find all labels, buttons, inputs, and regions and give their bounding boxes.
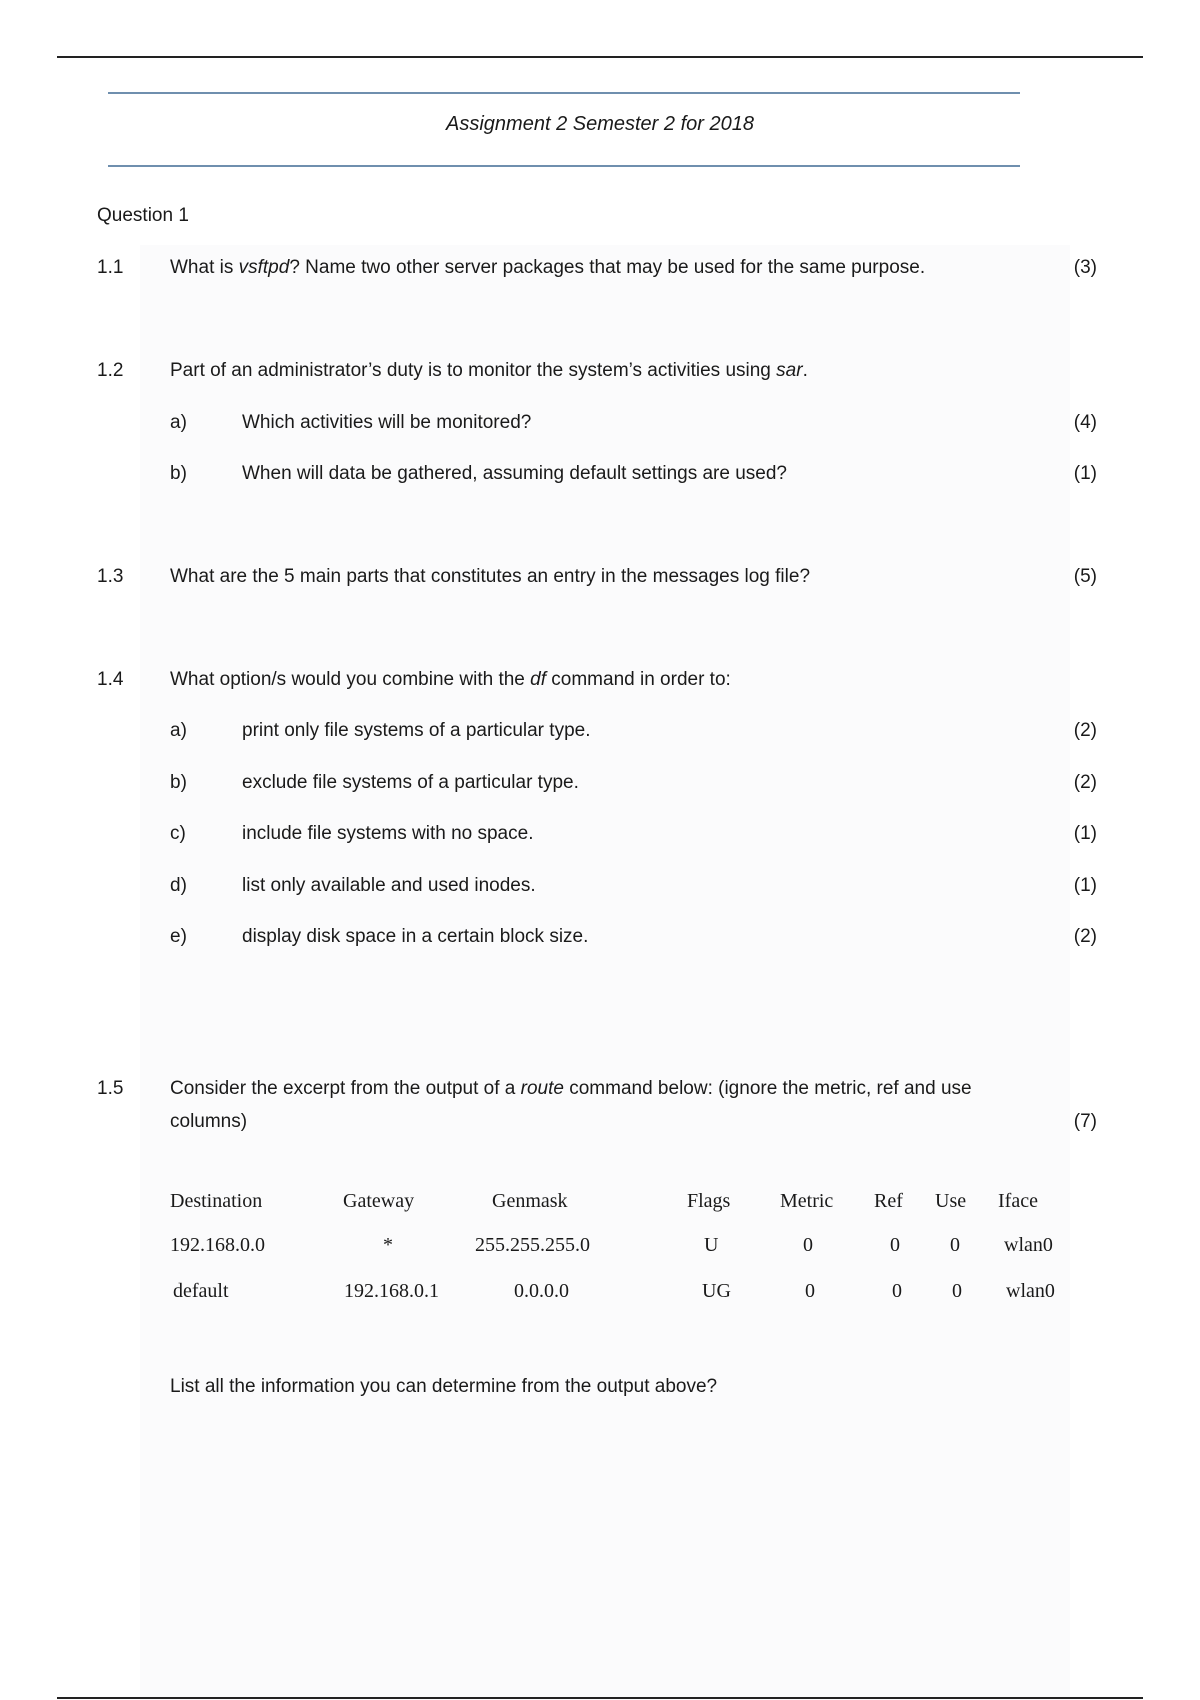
route-header-use: Use — [935, 1190, 967, 1212]
route-cell-r1-iface: wlan0 — [1004, 1234, 1053, 1256]
question-number-1-1: 1.1 — [97, 257, 124, 278]
bottom-rule — [57, 1697, 1143, 1699]
question-text-1-5-line2: columns) — [170, 1111, 248, 1132]
route-cell-r1-destination: 192.168.0.0 — [170, 1234, 265, 1256]
marks-1-5: (7) — [1073, 1111, 1097, 1132]
final-question-text: List all the information you can determine from the output above? — [170, 1376, 718, 1397]
question-text-1-1: What is vsftpd? Name two other server packages that may be used for the same purpose. — [170, 257, 926, 278]
question-text-1-3: What are the 5 main parts that constitutes an entry in the messages log file? — [170, 566, 811, 587]
question-number-1-4: 1.4 — [97, 669, 124, 690]
marks-1-4e: (2) — [1073, 926, 1097, 947]
route-cell-r1-genmask: 255.255.255.0 — [475, 1234, 590, 1256]
question-number-1-2: 1.2 — [97, 360, 124, 381]
route-header-gateway: Gateway — [343, 1190, 415, 1212]
sub-text-1-4b: exclude file systems of a particular type. — [242, 772, 579, 793]
route-cell-r2-flags: UG — [702, 1280, 731, 1302]
marks-1-1: (3) — [1073, 257, 1097, 278]
route-cell-r1-ref: 0 — [890, 1234, 900, 1256]
marks-1-3: (5) — [1073, 566, 1097, 587]
sub-letter-1-4a: a) — [170, 720, 187, 741]
sub-letter-1-4e: e) — [170, 926, 187, 947]
route-header-flags: Flags — [687, 1190, 731, 1212]
route-cell-r1-flags: U — [704, 1234, 719, 1256]
route-cell-r2-gateway: 192.168.0.1 — [344, 1280, 439, 1302]
sub-letter-1-4b: b) — [170, 772, 187, 793]
title-rule-top — [108, 92, 1020, 94]
route-cell-r2-ref: 0 — [892, 1280, 902, 1302]
route-header-metric: Metric — [780, 1190, 834, 1212]
page-title: Assignment 2 Semester 2 for 2018 — [446, 113, 754, 135]
sub-text-1-4d: list only available and used inodes. — [242, 875, 536, 896]
question-text-1-2: Part of an administrator’s duty is to monitor the system’s activities using sar. — [170, 360, 808, 381]
sub-text-1-4c: include file systems with no space. — [242, 823, 534, 844]
route-cell-r1-metric: 0 — [803, 1234, 813, 1256]
top-rule — [57, 56, 1143, 58]
marks-1-4a: (2) — [1073, 720, 1097, 741]
question-number-1-3: 1.3 — [97, 566, 124, 587]
sub-letter-1-2b: b) — [170, 463, 187, 484]
marks-1-2a: (4) — [1073, 412, 1097, 433]
route-cell-r1-gateway: * — [383, 1234, 393, 1256]
sub-text-1-2a: Which activities will be monitored? — [242, 412, 532, 433]
sub-letter-1-4d: d) — [170, 875, 187, 896]
route-header-iface: Iface — [998, 1190, 1038, 1212]
question-number-1-5: 1.5 — [97, 1078, 124, 1099]
marks-1-4b: (2) — [1073, 772, 1097, 793]
route-cell-r2-genmask: 0.0.0.0 — [514, 1280, 569, 1302]
route-cell-r2-metric: 0 — [805, 1280, 815, 1302]
route-header-destination: Destination — [170, 1190, 263, 1212]
marks-1-4d: (1) — [1073, 875, 1097, 896]
marks-1-4c: (1) — [1073, 823, 1097, 844]
sub-letter-1-2a: a) — [170, 412, 187, 433]
sub-text-1-4e: display disk space in a certain block size. — [242, 926, 589, 947]
marks-1-2b: (1) — [1073, 463, 1097, 484]
question-text-1-4: What option/s would you combine with the df command in order to: — [170, 669, 731, 690]
route-cell-r1-use: 0 — [950, 1234, 960, 1256]
route-header-genmask: Genmask — [492, 1190, 568, 1212]
sub-text-1-2b: When will data be gathered, assuming default settings are used? — [242, 463, 787, 484]
title-rule-bottom — [108, 165, 1020, 167]
route-header-ref: Ref — [874, 1190, 903, 1212]
route-cell-r2-destination: default — [173, 1280, 229, 1302]
sub-letter-1-4c: c) — [170, 823, 186, 844]
sub-text-1-4a: print only file systems of a particular type. — [242, 720, 591, 741]
route-cell-r2-iface: wlan0 — [1006, 1280, 1055, 1302]
question-heading: Question 1 — [97, 205, 189, 226]
question-text-1-5-line1: Consider the excerpt from the output of a route command below: (ignore the metric, ref and use — [170, 1078, 972, 1099]
route-cell-r2-use: 0 — [952, 1280, 962, 1302]
